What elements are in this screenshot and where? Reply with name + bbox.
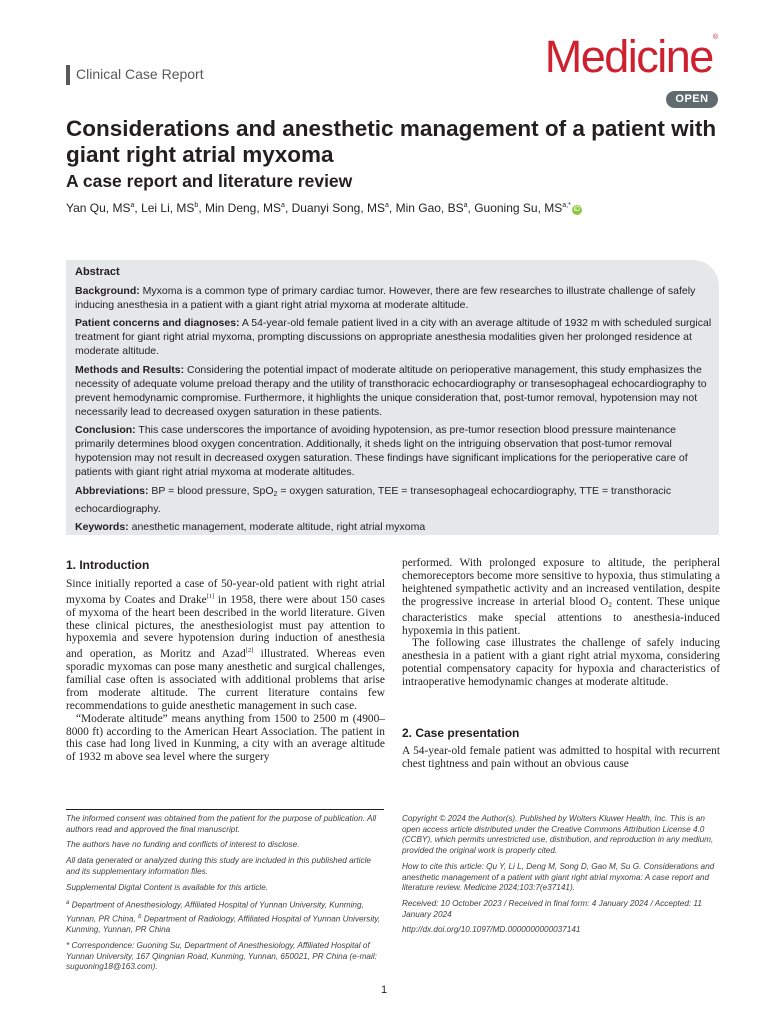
author-list: Yan Qu, $MS^a$, Lei Li, $MS^b$, Min Deng, $MS^a$, Duanyi Song, $MS^a$, Min Gao, $BS^a$, Guoning Su, $MS^{a,*}iD$ — [66, 201, 581, 215]
affiliation-marker: b — [138, 913, 142, 920]
footnotes-left — [66, 814, 384, 978]
footnote-copyright: Copyright © 2024 the Author(s). Published by Wolters Kluwer Health, Inc. This is an open access article distributed under the Creative Commons Attribution License 4.0 (CCBY), which permits unrestricted use, distribution, and reproduction in any medium, provided the original work is properly cited. — [402, 814, 714, 856]
abstract-text: anesthetic management, moderate altitude, right atrial myxoma — [128, 521, 426, 533]
section-label: Clinical Case Report — [76, 66, 204, 82]
author: Min Deng, MS — [205, 201, 282, 215]
abstract-methods — [75, 363, 715, 419]
author: Duanyi Song, MS — [291, 201, 385, 215]
author-affiliation: a — [130, 202, 135, 209]
abstract-text: BP = blood pressure, SpO — [148, 484, 274, 497]
abstract — [75, 265, 715, 539]
author-affiliation: a — [463, 202, 468, 209]
abstract-heading: Abstract — [75, 266, 120, 278]
abstract-label: Abbreviations: — [75, 484, 149, 497]
author-affiliation: b — [194, 202, 199, 209]
abstract-label: Patient concerns and diagnoses: — [75, 317, 240, 329]
footnote-correspondence: * Correspondence: Guoning Su, Department of Anesthesiology, Affiliated Hospital of Yunnan University, 167 Qingnian Road, Kunming, Yunnan, 650021, PR China (e-mail: suguoning18@163.com). — [66, 940, 377, 972]
body-text: content. These unique characteristics make special attentions to anesthesia-induced hypoxemia in this patient. — [402, 595, 720, 637]
footnote-citation: How to cite this article: Qu Y, Li L, Deng M, Song D, Gao M, Su G. Considerations and anesthetic management of a patient with giant right atrial myxoma: A case report and literature review. Medicine 2024;103:7(e37141). — [402, 861, 715, 893]
abstract-abbreviations — [75, 484, 715, 516]
body-paragraph — [66, 578, 385, 713]
journal-name: Medicine — [544, 31, 713, 82]
body-column-right — [402, 557, 720, 689]
abstract-text: Myxoma is a common type of primary cardiac tumor. However, there are few researches to illustrate challenge of safely inducing anesthesia in a patient with a giant right atrial myxoma at moderate altitude. — [75, 284, 696, 311]
abstract-text: = oxygen saturation, TEE = transesophageal echocardiography, TTE = transthoracic echocardiography. — [75, 484, 672, 515]
footnote-divider — [66, 809, 384, 810]
author-affiliation: a,* — [562, 202, 571, 209]
page-number: 1 — [380, 984, 388, 996]
section-marker — [66, 65, 70, 85]
section-heading-introduction: 1. Introduction — [66, 558, 150, 572]
footnote-consent: The informed consent was obtained from the patient for the purpose of publication. All authors read and approved the final manuscript. — [66, 814, 377, 834]
author-affiliation: a — [281, 202, 285, 209]
abstract-label: Background: — [75, 284, 140, 297]
affiliation-text: Department of Anesthesiology, Affiliated Hospital of Yunnan University, Kunming, Yunnan, PR China, — [66, 900, 364, 924]
body-text: Since initially reported a case of 50-year-old patient with right atrial myxoma by Coates and Drake — [66, 578, 385, 606]
citation-link[interactable]: [1] — [206, 592, 215, 600]
journal-logo — [544, 31, 718, 82]
footnote-data: All data generated or analyzed during this study are included in this published article and its supplementary information files. — [66, 856, 371, 876]
affiliation-text: Department of Radiology, Affiliated Hospital of Yunnan University, Kunming, Yunnan, PR China — [66, 914, 381, 935]
footnote-dates: Received: 10 October 2023 / Received in final form: 4 January 2024 / Accepted: 11 January 2024 — [402, 898, 702, 919]
footnote-sdc: Supplemental Digital Content is available for this article. — [66, 882, 269, 892]
footnote-funding: The authors have no funding and conflicts of interest to disclose. — [66, 840, 300, 850]
abstract-text: This case underscores the importance of avoiding hypotension, as pre-tumor resection blood pressure maintenance primarily determines blood oxygen concentration. Additionally, it sheds light on the intriguing observation that post-tumor removal hypotension may not result in decreased oxygen saturation. These findings have significant implications for the perioperative care of patients with giant right atrial myxoma at moderate altitudes. — [75, 424, 688, 478]
body-text: illustrated. Whereas even sporadic myxomas can pose many anesthetic and surgical challenges, familial case often is associated with additional problems that arise from moderate altitude. The current literature contains few recommendations to guide anesthetic management in such case. — [66, 648, 386, 712]
abstract-label: Methods and Results: — [75, 363, 185, 376]
author-affiliation: a — [385, 202, 389, 209]
body-text: in 1958, there were about 150 cases of myxoma of the heart been described in the world literature. Given these clinical pictures, the anesthesiologist must pay attention to hypoxemia and severe hypotension during induction of anesthesia and operation, as Moritz and Azad — [66, 593, 385, 661]
footnotes-right — [402, 814, 720, 941]
subscript: 2 — [608, 600, 612, 609]
case-paragraph: A 54-year-old female patient was admitted to hospital with recurrent chest tightness and pain without an obvious cause — [402, 745, 720, 770]
abstract-label: Conclusion: — [75, 424, 136, 436]
open-access-badge: OPEN — [666, 91, 718, 108]
subscript: 2 — [273, 490, 278, 498]
body-paragraph — [402, 557, 720, 637]
body-paragraph: “Moderate altitude” means anything from 1500 to 2500 m (4900–8000 ft) according to the American Heart Association. The patient in this case had long lived in Kunming, a city with an average altitude of 1932 m above sea level where the surgery — [66, 712, 385, 764]
author: Guoning Su, MS — [474, 201, 563, 215]
abstract-text: A 54-year-old female patient lived in a city with an average altitude of 1932 m with scheduled surgical treatment for giant right atrial myxoma, prompting discussions on appropriate anesthesia modalities given her prolonged residence at moderate altitude. — [75, 317, 712, 357]
citation-link[interactable]: [2] — [245, 647, 254, 655]
author: Min Gao, BS — [395, 201, 464, 215]
author: Yan Qu, MS — [66, 201, 131, 215]
abstract-label: Keywords: — [75, 521, 129, 533]
doi-link[interactable]: http://dx.doi.org/10.1097/MD.0000000000037141 — [402, 925, 581, 935]
footnote-affiliations — [66, 898, 384, 936]
body-column-left — [66, 578, 385, 764]
affiliation-marker: a — [66, 900, 70, 907]
body-text: performed. With prolonged exposure to altitude, the peripheral chemoreceptors become more sensitive to hypoxia, thus stimulating a heightened sympathetic activity and an increased ventilation, despite the progressive increase in arterial blood O — [402, 557, 720, 608]
body-paragraph: The following case illustrates the challenge of safely inducing anesthesia in a patient with a giant right atrial myxoma, considering potential compensatory capacity for hypoxia and characteristics of intraoperative hemodynamic changes at moderate altitude. — [402, 637, 720, 689]
article-title: Considerations and anesthetic management of a patient with giant right atrial myxoma — [66, 116, 717, 167]
orcid-icon[interactable]: iD — [573, 206, 581, 213]
abstract-background — [75, 284, 715, 312]
abstract-keywords — [75, 520, 715, 534]
abstract-text: Considering the potential impact of moderate altitude on perioperative management, this study emphasizes the necessity of adequate volume preload therapy and the utility of transthoracic echocardiography or transesophageal echocardiography to prevent hemodynamic compromise. Furthermore, it highlights the unique consideration that, post-tumor removal, hypotension may not necessarily lead to decreased oxygen saturation in these patients. — [75, 363, 707, 418]
registered-mark: ® — [712, 34, 718, 41]
section-heading-case: 2. Case presentation — [402, 726, 520, 740]
abstract-conclusion — [75, 423, 715, 479]
author: Lei Li, MS — [141, 201, 195, 215]
article-subtitle: A case report and literature review — [66, 171, 353, 191]
abstract-patient-concerns — [75, 316, 715, 358]
